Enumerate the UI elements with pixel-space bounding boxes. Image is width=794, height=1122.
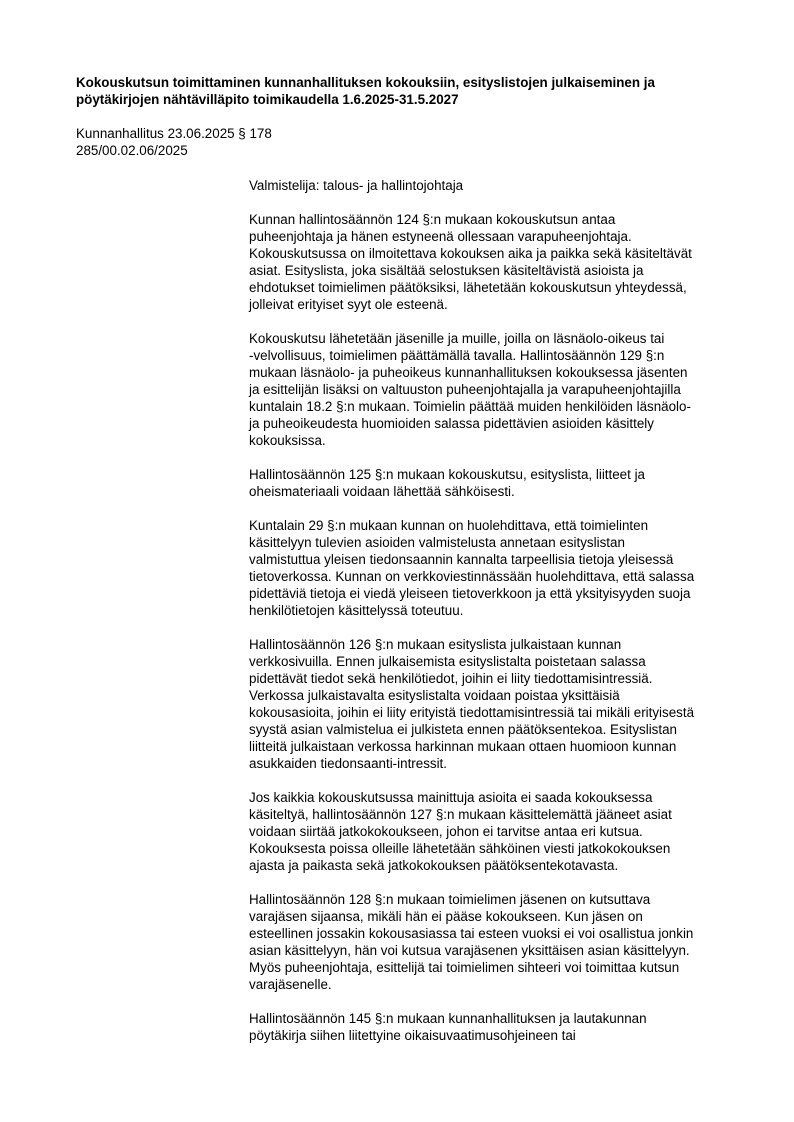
paragraph-line: Kokouskutsu lähetetään jäsenille ja muille, joilla on läsnäolo-oikeus tai <box>249 331 665 346</box>
paragraph-line: asian käsittelyyn, hän voi kutsua varajäsenen yksittäisen asian käsittelyyn. <box>249 943 690 958</box>
title-line-1: Kokouskutsun toimittaminen kunnanhallituksen kokouksiin, esityslistojen julkaiseminen ja <box>76 75 655 90</box>
paragraph-line: jolleivat erityiset syyt ole esteenä. <box>249 297 448 312</box>
paragraph-list <box>249 211 749 1044</box>
paragraph-line: käsittelyyn tulevien asioiden valmistelusta annetaan esityslistan <box>249 535 625 550</box>
paragraph-line: ja esittelijän lisäksi on valtuuston puheenjohtajalla ja varapuheenjohtajilla <box>249 382 681 397</box>
paragraph-line: Myös puheenjohtaja, esittelijä tai toimielimen sihteeri voi toimittaa kutsun <box>249 960 680 975</box>
paragraph-line: esteellinen jossakin kokousasiassa tai esteen vuoksi ei voi osallistua jonkin <box>249 926 694 941</box>
paragraph-line: käsiteltyä, hallintosäännön 127 §:n mukaan käsittelemättä jääneet asiat <box>249 807 672 822</box>
paragraph-line: Jos kaikkia kokouskutsussa mainittuja asioita ei saada kokouksessa <box>249 790 653 805</box>
paragraph-line: varajäsen sijaansa, mikäli hän ei pääse kokoukseen. Kun jäsen on <box>249 909 643 924</box>
paragraph-line: ajasta ja paikasta sekä jatkokokouksen päätöksentekotavasta. <box>249 858 619 873</box>
paragraph-line: -velvollisuus, toimielimen päättämällä tavalla. Hallintosäännön 129 §:n <box>249 348 665 363</box>
paragraph-line: syystä asian valmistelua ei julkisteta ennen päätöksentekoa. Esityslistan <box>249 722 677 737</box>
body-paragraph <box>249 330 749 449</box>
paragraph-line: asiat. Esityslista, joka sisältää selostuksen käsiteltävistä asioista ja <box>249 263 644 278</box>
paragraph-line: ja puheoikeudesta huomioiden salassa pidettävien asioiden käsittely <box>249 416 654 431</box>
title-line-2: pöytäkirjojen nähtävilläpito toimikaudella 1.6.2025-31.5.2027 <box>76 92 459 107</box>
paragraph-line: tietoverkossa. Kunnan on verkkoviestinnässään huolehdittava, että salassa <box>249 569 695 584</box>
document-title <box>76 74 736 108</box>
paragraph-line: liitteitä julkaistaan verkossa harkinnan mukaan ottaen huomioon kunnan <box>249 739 677 754</box>
record-number: 285/00.02.06/2025 <box>76 143 188 158</box>
paragraph-line: ehdotukset toimielimen päätöksiksi, lähetetään kokouskutsun yhteydessä, <box>249 280 687 295</box>
paragraph-line: verkkosivuilla. Ennen julkaisemista esityslistalta poistetaan salassa <box>249 654 646 669</box>
paragraph-line: Kuntalain 29 §:n mukaan kunnan on huolehdittava, että toimielinten <box>249 518 649 533</box>
paragraph-line: valmistuttua yleisen tiedonsaannin kannalta tarpeellisia tietoja yleisessä <box>249 552 674 567</box>
document-body <box>249 177 749 1061</box>
paragraph-line: puheenjohtaja ja hänen estyneenä ollessaan varapuheenjohtaja. <box>249 229 632 244</box>
paragraph-line: voidaan siirtää jatkokokoukseen, johon ei tarvitse antaa eri kutsua. <box>249 824 643 839</box>
paragraph-line: Hallintosäännön 125 §:n mukaan kokouskutsu, esityslista, liitteet ja <box>249 467 645 482</box>
body-paragraph <box>249 636 749 772</box>
paragraph-line: kokousasioita, joihin ei liity erityistä tiedottamisintressiä tai mikäli erityisestä <box>249 705 695 720</box>
paragraph-line: mukaan läsnäolo- ja puheoikeus kunnanhallituksen kokouksessa jäsenten <box>249 365 688 380</box>
meeting-meta <box>76 125 272 159</box>
paragraph-line: oheismateriaali voidaan lähettää sähköisesti. <box>249 484 515 499</box>
paragraph-line: henkilötietojen käsittelyssä toteutuu. <box>249 603 464 618</box>
body-paragraph <box>249 789 749 874</box>
paragraph-line: Hallintosäännön 126 §:n mukaan esityslista julkaistaan kunnan <box>249 637 622 652</box>
paragraph-line: Hallintosäännön 145 §:n mukaan kunnanhallituksen ja lautakunnan <box>249 1011 647 1026</box>
paragraph-line: kokouksissa. <box>249 433 326 448</box>
paragraph-line: Kokouksesta poissa olleille lähetetään sähköinen viesti jatkokokouksen <box>249 841 671 856</box>
paragraph-line: kuntalain 18.2 §:n mukaan. Toimielin päättää muiden henkilöiden läsnäolo- <box>249 399 691 414</box>
body-paragraph <box>249 891 749 993</box>
paragraph-line: varajäsenelle. <box>249 977 332 992</box>
preparer-text: Valmistelija: talous- ja hallintojohtaja <box>249 178 464 193</box>
body-paragraph <box>249 466 749 500</box>
paragraph-line: pidettävät tiedot sekä henkilötiedot, joihin ei liity tiedottamisintressiä. <box>249 671 653 686</box>
paragraph-line: Kunnan hallintosäännön 124 §:n mukaan kokouskutsun antaa <box>249 212 616 227</box>
paragraph-line: pidettäviä tietoja ei viedä yleiseen tietoverkkoon ja että yksityisyyden suoja <box>249 586 691 601</box>
paragraph-line: pöytäkirja siihen liitettyine oikaisuvaatimusohjeineen tai <box>249 1028 576 1043</box>
preparer-line <box>249 177 749 194</box>
meeting-reference: Kunnanhallitus 23.06.2025 § 178 <box>76 126 272 141</box>
paragraph-line: Verkossa julkaistavalta esityslistalta voidaan poistaa yksittäisiä <box>249 688 620 703</box>
body-paragraph <box>249 517 749 619</box>
paragraph-line: asukkaiden tiedonsaanti-intressit. <box>249 756 447 771</box>
paragraph-line: Kokouskutsussa on ilmoitettava kokouksen aika ja paikka sekä käsiteltävät <box>249 246 692 261</box>
paragraph-line: Hallintosäännön 128 §:n mukaan toimielimen jäsenen on kutsuttava <box>249 892 651 907</box>
body-paragraph <box>249 1010 749 1044</box>
body-paragraph <box>249 211 749 313</box>
